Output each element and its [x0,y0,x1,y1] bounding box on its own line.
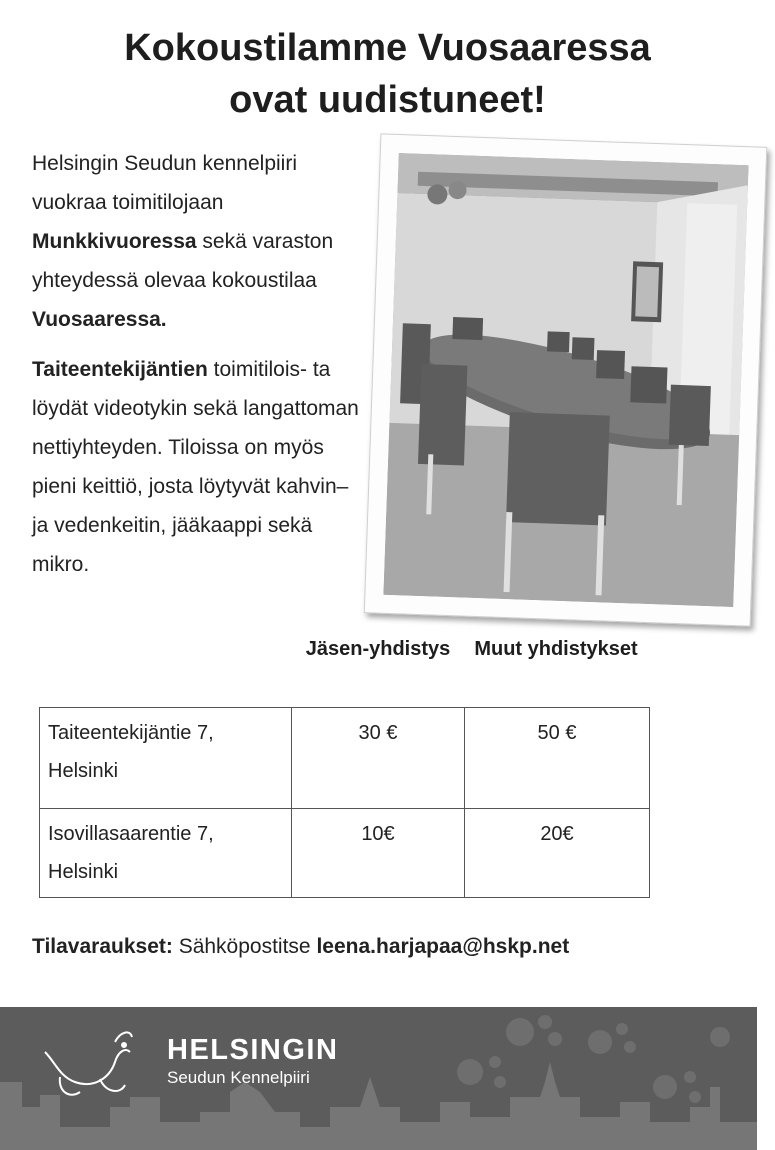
logo-title: HELSINGIN [167,1034,339,1066]
booking-email[interactable]: leena.harjapaa@hskp.net [316,935,570,958]
meeting-room-image [383,153,748,607]
facilities-text: toimitilois- ta löydät videotykin sekä langattoman nettiyhteyden. Tiloissa on myös pieni keittiö, josta löytyvät kahvin– ja vedenkeitin, jääkaappi sekä mikro. [32,358,359,576]
location-cell: Isovillasaarentie 7, Helsinki [40,809,292,898]
facilities-paragraph [32,350,367,584]
intro-text-2: sekä varaston yhteydessä olevaa kokoustilaa [32,230,334,292]
intro-bold-vuosaari: Vuosaaressa. [32,308,167,331]
page-title [0,22,775,126]
table-row [40,708,650,809]
title-line-2: ovat uudistuneet! [229,79,546,121]
title-line-1: Kokoustilamme Vuosaaressa [124,27,651,69]
header-member-clubs: Jäsen-yhdistys [305,638,451,660]
facilities-bold: Taiteentekijäntien [32,358,208,381]
logo-subtitle: Seudun Kennelpiiri [167,1068,310,1087]
other-price-cell: 20€ [465,809,650,898]
booking-method: Sähköpostitse [172,935,317,958]
price-table [39,707,650,898]
booking-info [32,935,569,959]
location-cell: Taiteentekijäntie 7, Helsinki [40,708,292,809]
intro-bold-munkkivuori: Munkkivuoressa [32,230,197,253]
booking-label: Tilavaraukset: [32,935,173,958]
meeting-room-photo [364,133,768,626]
table-row [40,809,650,898]
header-other-clubs: Muut yhdistykset [474,638,638,660]
footer-banner [0,1007,757,1150]
member-price-cell: 30 € [292,708,465,809]
intro-text-1: Helsingin Seudun kennelpiiri vuokraa toimitilojaan [32,152,298,214]
member-price-cell: 10€ [292,809,465,898]
intro-paragraph [32,144,367,339]
footer-graphics [0,1007,757,1150]
other-price-cell: 50 € [465,708,650,809]
